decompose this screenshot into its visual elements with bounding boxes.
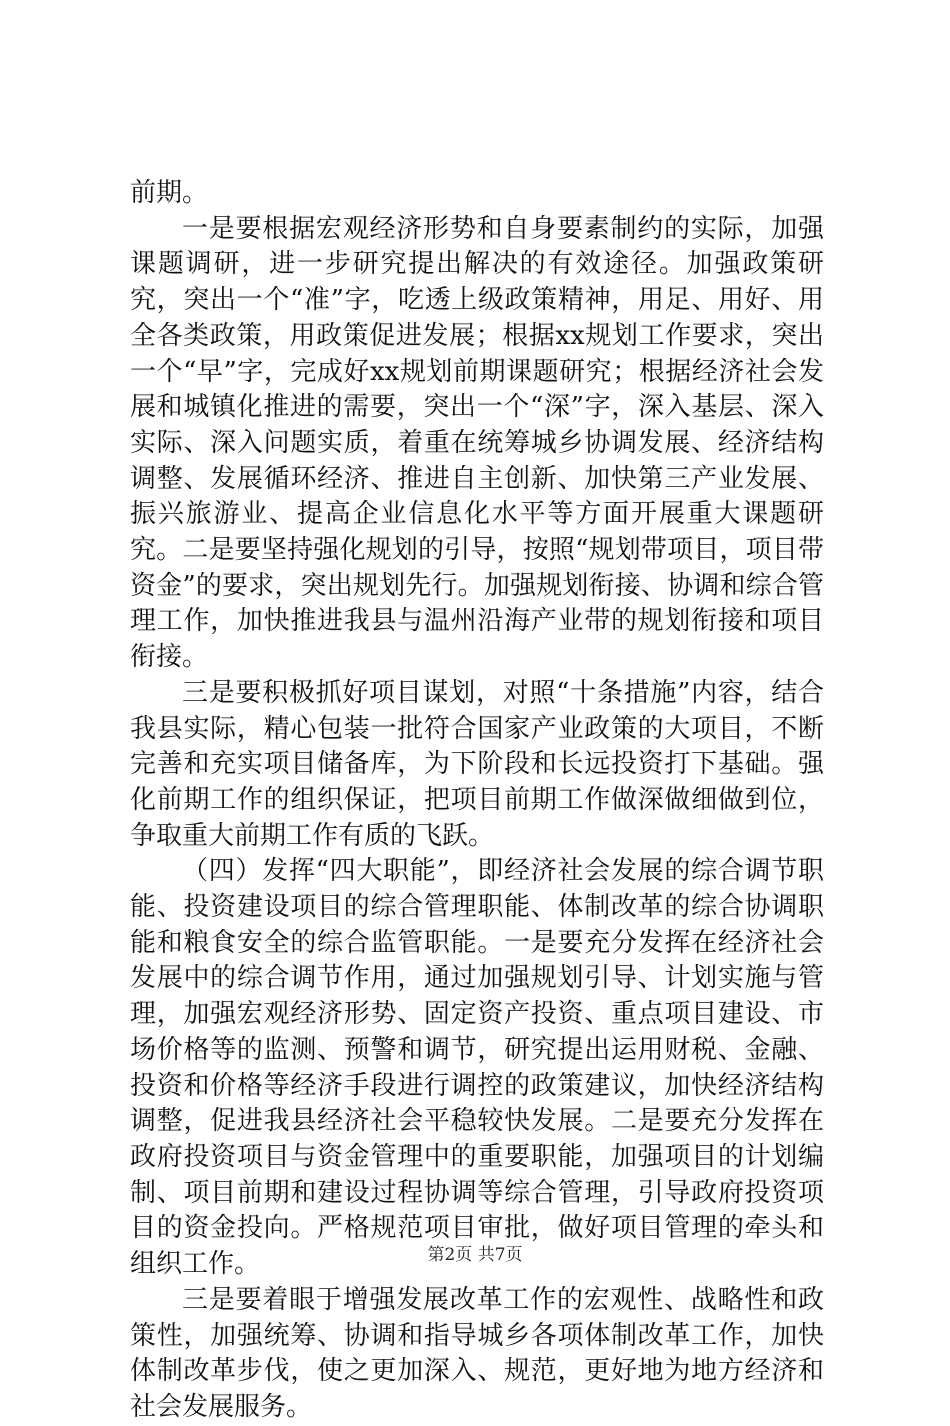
page-footer: 第2页 共7页 — [427, 1245, 523, 1265]
document-body — [130, 176, 824, 1426]
paragraph-2: 一是要根据宏观经济形势和自身要素制约的实际，加强课题调研，进一步研究提出解决的有效途径。加强政策研究，突出一个“准”字，吃透上级政策精神，用足、用好、用全各类政策，用政策促进发展；根据xx规划工作要求，突出一个“早”字，完成好xx规划前期课题研究；根据经济社会发展和城镇化推进的需要，突出一个“深”字，深入基层、深入实际、深入问题实质，着重在统筹城乡协调发展、经济结构调整、发展循环经济、推进自主创新、加快第三产业发展、振兴旅游业、提高企业信息化水平等方面开展重大课题研究。二是要坚持强化规划的引导，按照“规划带项目，项目带资金”的要求，突出规划先行。加强规划衔接、协调和综合管理工作，加快推进我县与温州沿海产业带的规划衔接和项目衔接。 — [130, 213, 824, 673]
paragraph-3: 三是要积极抓好项目谋划，对照“十条措施”内容，结合我县实际，精心包装一批符合国家产业政策的大项目，不断完善和充实项目储备库，为下阶段和长远投资打下基础。强化前期工作的组织保证，把项目前期工作做深做细做到位，争取重大前期工作有质的飞跃。 — [130, 677, 824, 851]
paragraph-4: （四）发挥“四大职能”，即经济社会发展的综合调节职能、投资建设项目的综合管理职能、体制改革的综合协调职能和粮食安全的综合监管职能。一是要充分发挥在经济社会发展中的综合调节作用，通过加强规划引导、计划实施与管理，加强宏观经济形势、固定资产投资、重点项目建设、市场价格等的监测、预警和调节，研究提出运用财税、金融、投资和价格等经济手段进行调控的政策建议，加快经济结构调整，促进我县经济社会平稳较快发展。二是要充分发挥在政府投资项目与资金管理中的重要职能，加强项目的计划编制、项目前期和建设过程协调等综合管理，引导政府投资项目的资金投向。严格规范项目审批，做好项目管理的牵头和组织工作。 — [130, 856, 824, 1280]
paragraph-1: 前期。 — [130, 178, 209, 208]
paragraph-5: 三是要着眼于增强发展改革工作的宏观性、战略性和政策性，加强统筹、协调和指导城乡各项体制改革工作，加快体制改革步伐，使之更加深入、规范，更好地为地方经济和社会发展服务。 — [130, 1284, 824, 1422]
